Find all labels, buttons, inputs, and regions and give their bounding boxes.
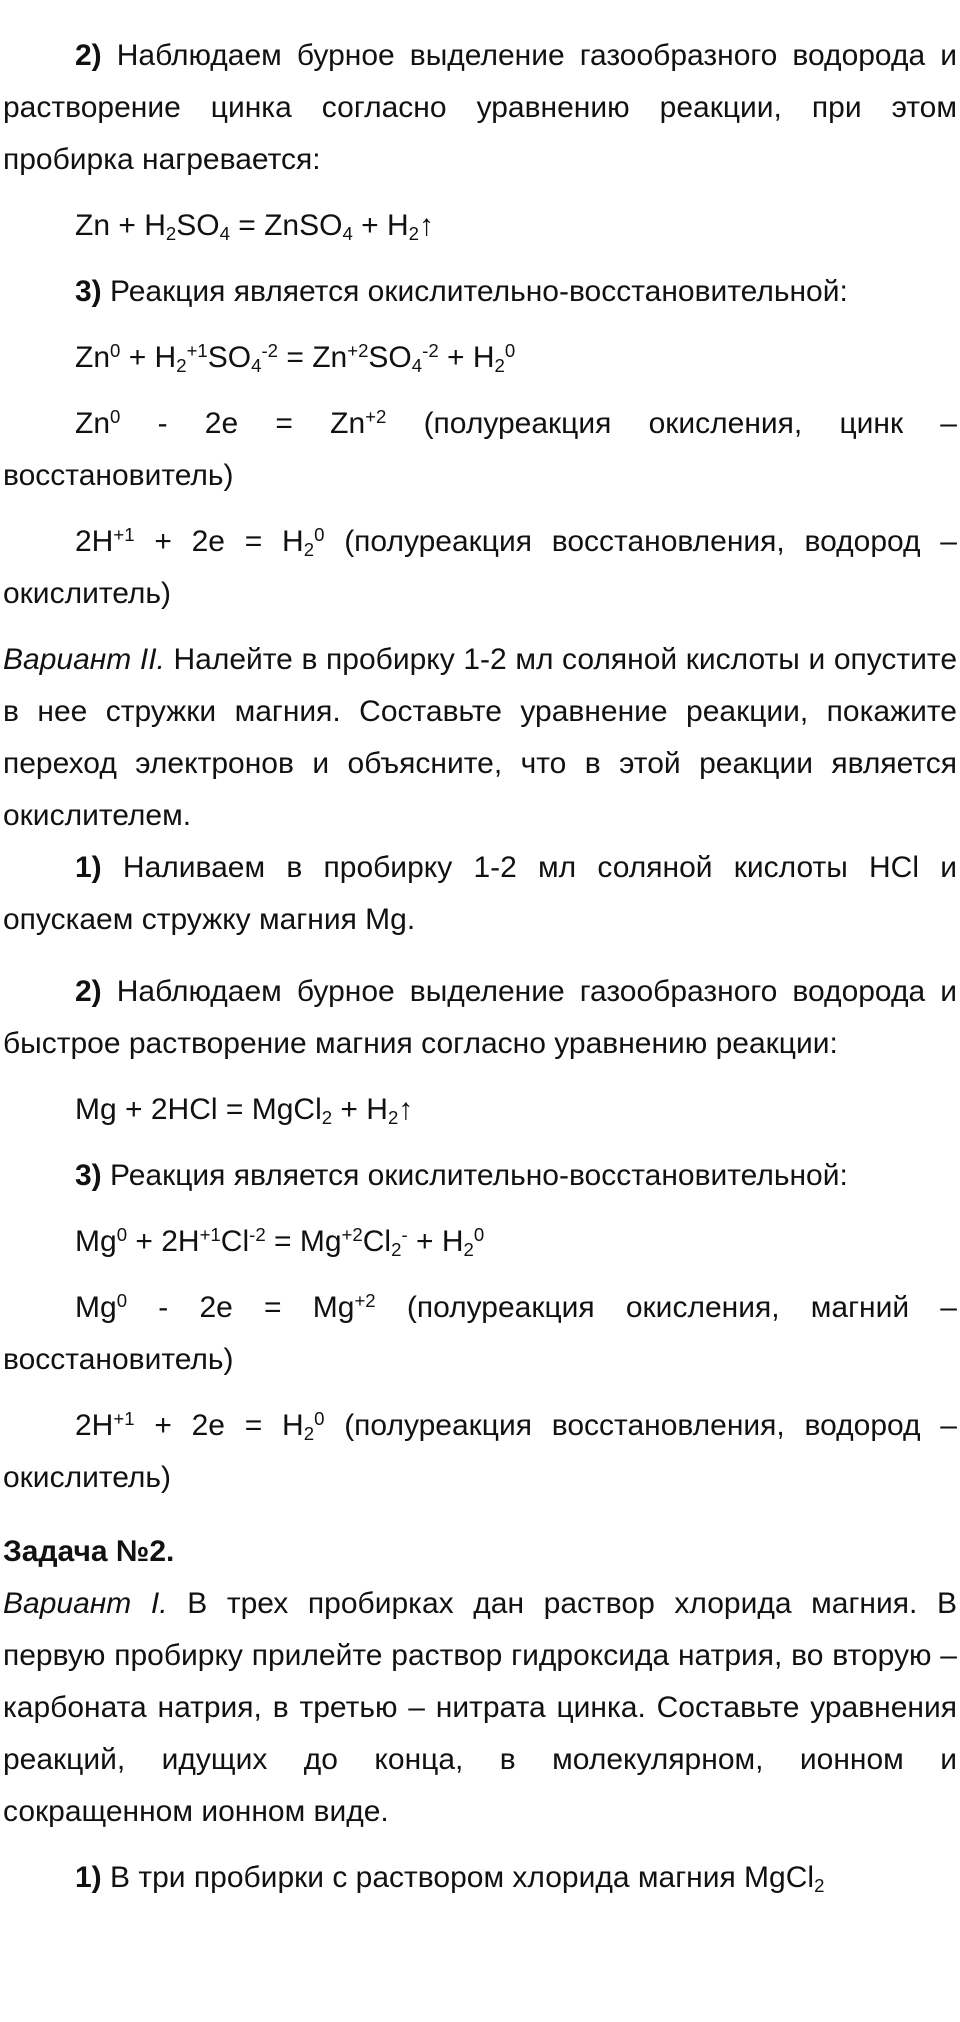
- variant-label: Вариант I.: [3, 1587, 168, 1620]
- step-text: Наблюдаем бурное выделение газообразного водорода и растворение цинка согласно уравнению реакции, при этом пробирка нагревается:: [3, 39, 957, 176]
- step-number: 1): [75, 1861, 102, 1894]
- variant-label: Вариант II.: [3, 643, 165, 676]
- variant-2-task: [3, 634, 957, 842]
- zinc-half-reaction-reduction: $2H^{+1} + 2e = H_2^0$ (полуреакция восстановления, водород – окислитель): [3, 523, 957, 610]
- task-2-step-1: 1) В три пробирки с раствором хлорида магния MgCl$_2$: [75, 1861, 825, 1897]
- step-text: Наливаем в пробирку 1-2 мл соляной кислоты HCl и опускаем стружку магния Mg.: [3, 851, 957, 936]
- magnesium-half-reaction-oxidation: $Mg^0 - 2e = Mg^{+2}$ (полуреакция окисления, магний – восстановитель): [3, 1289, 957, 1376]
- step-text: Наблюдаем бурное выделение газообразного водорода и быстрое растворение магния согласно уравнению реакции:: [3, 975, 957, 1060]
- task-2-variant-1: [3, 1578, 957, 1838]
- up-arrow-icon: ↑: [419, 209, 435, 242]
- step-number: 2): [75, 975, 102, 1008]
- zinc-redox-equation: $Zn^0 + H_2^{+1}SO_4^{-2} = Zn^{+2}SO_4^{-2} + H_2^0$: [75, 339, 516, 377]
- step-number: 3): [75, 1159, 102, 1192]
- step-number: 1): [75, 851, 102, 884]
- magnesium-step-2: [3, 966, 957, 1070]
- step-text: Реакция является окислительно-восстановительной:: [101, 1159, 848, 1192]
- task-text: Налейте в пробирку 1-2 мл соляной кислоты и опустите в нее стружки магния. Составьте уравнение реакции, покажите переход электронов и объясните, что в этой реакции является окислителем.: [3, 643, 958, 832]
- magnesium-redox-equation: $Mg^0 + 2H^{+1}Cl^{-2} = Mg^{+2}Cl_2^- + H_2^0$: [75, 1223, 485, 1261]
- magnesium-step-1: [3, 842, 957, 946]
- task-2-heading: Задача №2.: [3, 1535, 175, 1568]
- step-text: В три пробирки с раствором хлорида магния MgCl: [101, 1861, 815, 1894]
- zinc-step-2: [3, 30, 957, 186]
- step-number: 2): [75, 39, 102, 72]
- step-text: Реакция является окислительно-восстановительной:: [101, 275, 848, 308]
- zinc-equation: $Zn + H_2SO_4$ = ZnSO$_4$ + $H_2↑$: [75, 209, 435, 245]
- magnesium-half-reaction-reduction: $2H^{+1} + 2e = H_2^0$ (полуреакция восстановления, водород – окислитель): [3, 1407, 957, 1494]
- zinc-step-3: [3, 266, 957, 318]
- task-text: В трех пробирках дан раствор хлорида магния. В первую пробирку прилейте раствор гидроксида натрия, во вторую – карбоната натрия, в третью – нитрата цинка. Составьте уравнения реакций, идущих до конца, в молекулярном, ионном и сокращенном ионном виде.: [3, 1587, 957, 1828]
- up-arrow-icon: ↑: [398, 1093, 414, 1126]
- magnesium-equation: Mg + 2HCl = MgCl$_2$ + $H_2↑$: [75, 1093, 414, 1129]
- zinc-half-reaction-oxidation: $Zn^0 - 2e = Zn^{+2}$ (полуреакция окисления, цинк – восстановитель): [3, 405, 957, 492]
- step-number: 3): [75, 275, 102, 308]
- magnesium-step-3: [3, 1150, 957, 1202]
